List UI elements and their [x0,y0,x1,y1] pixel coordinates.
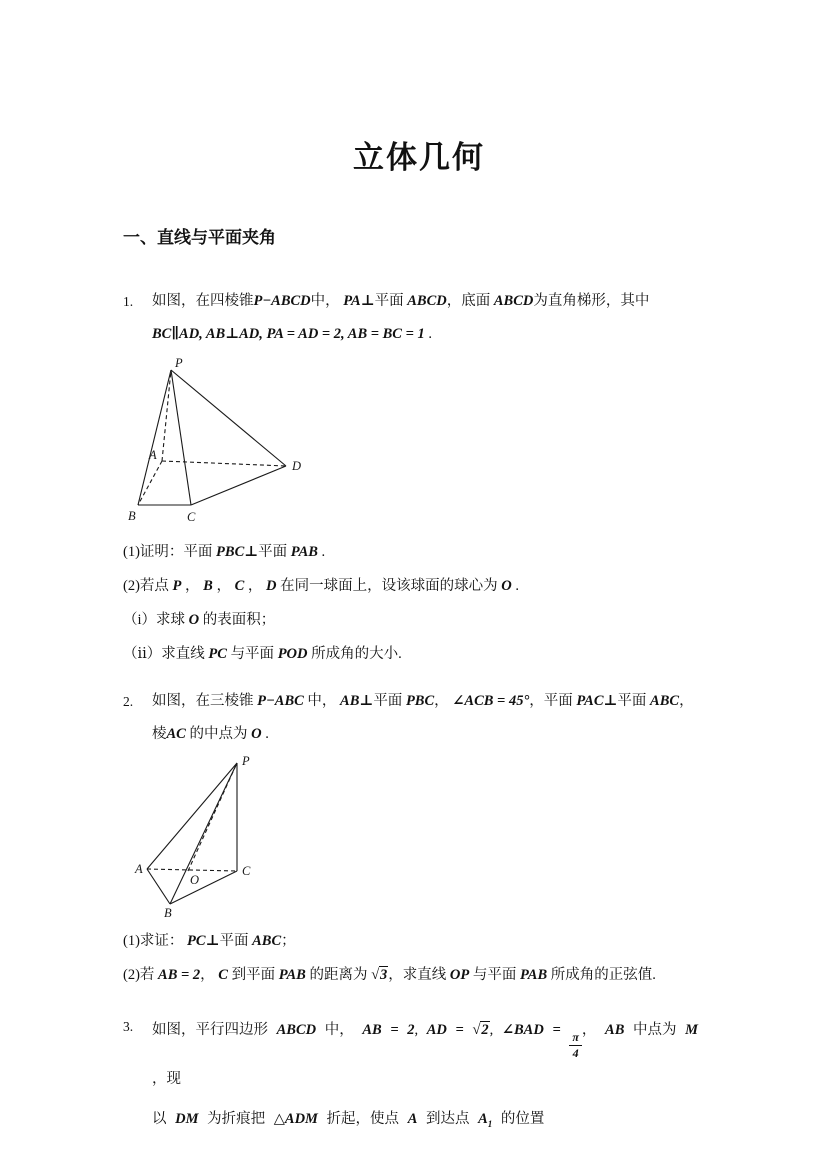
problem-1-subitem-2: (2)若点 P ， B ， C ， D 在同一球面上，设该球面的球心为 O . [123,578,519,594]
problem-1-subitems [123,535,715,671]
figure-1-visible-edges [138,370,286,505]
vertex-label-A: A [135,862,143,876]
problem-1-text [152,285,715,351]
problem-2-text [152,685,715,751]
problem-2-line-1: 如图，在三棱锥 P−ABC 中， AB⊥平面 PBC， ∠ACB = 45°，平面 PAC⊥平面 ABC， [152,693,694,709]
problem-3-line-1: 如图，平行四边形 ABCD 中， AB = 2, AD = √2, ∠BAD = $\frac{\pi}{4}$ ， AB 中点为 M ，现 [152,1022,699,1088]
figure-2-pyramid-PABC [133,753,278,918]
figure-1-pyramid-PABCD [125,357,310,525]
problem-3-text [152,1010,715,1144]
vertex-label-B: B [128,509,136,523]
vertex-label-C: C [187,510,196,524]
problem-3-line-2: 以 DM 为折痕把 △ADM 折起，使点 A 到达点 $A_1$ 的位置 [152,1111,545,1130]
problem-2 [123,685,715,992]
document-title: 立体几何 [353,140,485,175]
problem-3-number: 3. [123,1019,134,1034]
problem-1 [123,285,715,671]
problem-1-line-1: 如图，在四棱锥P−ABCD中， PA⊥平面 ABCD，底面 ABCD为直角梯形，其中 [152,293,650,309]
problem-1-number: 1. [123,294,134,309]
section-heading: 一、直线与平面夹角 [123,228,276,247]
problem-1-line-2: BC∥AD, AB⊥AD, PA = AD = 2, AB = BC = 1 . [152,326,432,342]
vertex-label-P: P [175,357,183,370]
problem-1-subitem-4: （ⅱ）求直线 PC 与平面 POD 所成角的大小. [123,646,402,662]
figure-1-hidden-edges [138,370,286,505]
problem-3-statement [123,1010,715,1144]
problem-2-number: 2. [123,694,134,709]
vertex-label-B: B [164,906,172,918]
problem-3 [123,1010,715,1144]
vertex-label-D: D [292,459,302,473]
problem-1-statement [123,285,715,351]
problem-2-line-2: 棱AC 的中点为 O . [152,726,269,742]
problem-1-subitem-3: （i）求球 O 的表面积； [123,612,276,628]
problem-2-statement [123,685,715,751]
problem-2-subitems [123,924,715,992]
vertex-label-P: P [242,754,250,768]
vertex-label-A: A [149,448,157,462]
problem-2-subitem-2: (2)若 AB = 2， C 到平面 PAB 的距离为 √3，求直线 OP 与平面 PAB 所成角的正弦值. [123,967,656,983]
vertex-label-C: C [242,864,251,878]
problem-1-subitem-1: (1)证明：平面 PBC⊥平面 PAB . [123,544,326,560]
problem-2-subitem-1: (1)求证： PC⊥平面 ABC； [123,933,296,949]
vertex-label-O: O [190,873,200,887]
